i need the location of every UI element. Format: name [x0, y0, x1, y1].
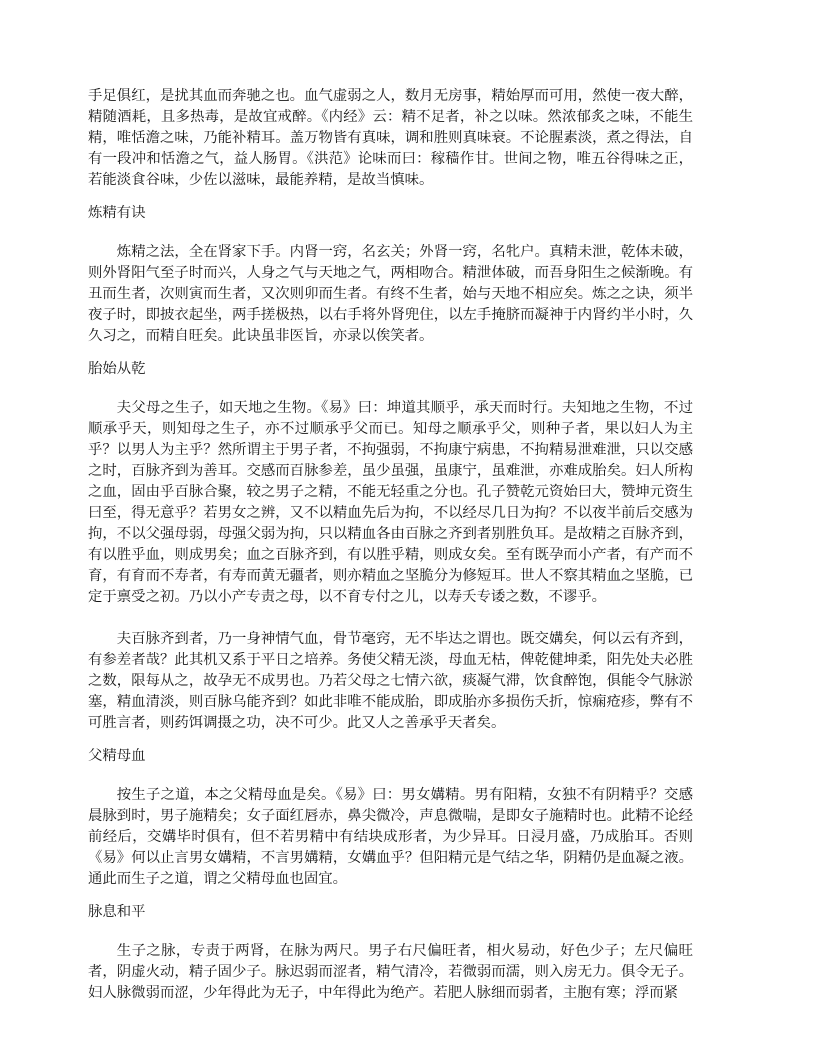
section-heading: 脉息和平 [88, 904, 146, 920]
body-paragraph: 炼精之法，全在肾家下手。内肾一窍，名玄关；外肾一窍，名牝户。真精未泄，乾体未破，则外肾阳气至子时而兴，人身之气与天地之气，两相吻合。精泄体破，而吾身阳生之候渐晚。有丑而生者，次则寅而生者，又次则卯而生者。有终不生者，始与天地不相应矣。炼之之诀，须半夜子时，即披衣起坐，两手搓极热，以右手将外肾兜住，以左手掩脐而凝神于内肾约半小时，久久习之，而精自旺矣。此诀虽非医旨，亦录以俟笑者。 [88, 244, 693, 344]
body-paragraph: 按生子之道，本之父精母血是矣。《易》曰：男女媾精。男有阳精，女独不有阴精乎？交感晨脉到时，男子施精矣；女子面红唇赤，鼻尖微冷，声息微喘，是即女子施精时也。此精不论经前经后，交媾毕时俱有，但不若男精中有结块成形者，为少异耳。日浸月盛，乃成胎耳。否则《易》何以止言男女媾精，不言男媾精，女媾血乎？但阳精元是气结之华，阴精仍是血凝之液。通此而生子之道，谓之父精母血也固宜。 [88, 787, 693, 887]
body-paragraph: 生子之脉，专责于两肾，在脉为两尺。男子右尺偏旺者，相火易动，好色少子；左尺偏旺者，阴虚火动，精子固少子。脉迟弱而涩者，精气清冷，若微弱而濡，则入房无力。俱令无子。妇人脉微弱而涩，少年得此为无子，中年得此为绝产。若肥人脉细而弱者，主胞有寒；浮而紧 [88, 943, 693, 1001]
section-heading: 胎始从乾 [88, 361, 146, 377]
section-heading: 父精母血 [88, 748, 146, 764]
body-paragraph: 夫百脉齐到者，乃一身神情气血，骨节毫窍，无不毕达之谓也。既交媾矣，何以云有齐到，有参差者哉？此其机又系于平日之培养。务使父精无淡，母血无枯，俾乾健坤柔，阳先处夫必胜之数，限每从之，故孕无不成男也。乃若父母之七情六欲，痰凝气滞，饮食醉饱，俱能令气脉淤塞，精血清淡，则百脉乌能齐到？如此非唯不能成胎，即成胎亦多损伤夭折，惊痫疮疹，弊有不可胜言者，则药饵调摄之功，决不可少。此又人之善承乎天者矣。 [88, 631, 693, 731]
section-heading: 炼精有诀 [88, 205, 146, 221]
body-paragraph: 夫父母之生子，如天地之生物。《易》曰：坤道其顺乎，承天而时行。夫知地之生物，不过顺承乎天，则知母之生子，亦不过顺承乎父而已。知母之顺承乎父，则种子者，果以妇人为主乎？以男人为主乎？然所谓主于男子者，不拘强弱，不拘康宁病患，不拘精易泄难泄，只以交感之时，百脉齐到为善耳。交感而百脉参差，虽少虽强，虽康宁，虽难泄，亦难成胎矣。妇人所构之血，固由乎百脉合聚，较之男子之精，不能无轻重之分也。孔子赞乾元资始曰大，赞坤元资生曰至，得无意乎？若男女之辨，又不以精血先后为拘，不以经尽几日为拘？不以夜半前后交感为拘，不以父强母弱，母强父弱为拘，只以精血各由百脉之齐到者别胜负耳。是故精之百脉齐到，有以胜乎血，则成男矣；血之百脉齐到，有以胜乎精，则成女矣。至有既孕而小产者，有产而不育，有育而不寿者，有寿而黄无疆者，则亦精血之坚脆分为修短耳。世人不察其精血之坚脆，已定于禀受之初。乃以小产专责之母，以不育专付之儿，以寿夭专诿之数，不谬乎。 [88, 400, 693, 605]
body-paragraph: 手足俱红，是扰其血而奔驰之也。血气虚弱之人，数月无房事，精始厚而可用，然使一夜大醉，精随酒耗，且多热毒，是故宜戒醉。《内经》云：精不足者，补之以味。然浓郁炙之味，不能生精，唯恬澹之味，乃能补精耳。盖万物皆有真味，调和胜则真味衰。不论腥素淡，煮之得法，自有一段冲和恬澹之气，益人肠胃。《洪范》论味而曰：稼穑作甘。世间之物，唯五谷得味之正，若能淡食谷味，少佐以滋味，最能养精，是故当慎味。 [88, 88, 693, 188]
